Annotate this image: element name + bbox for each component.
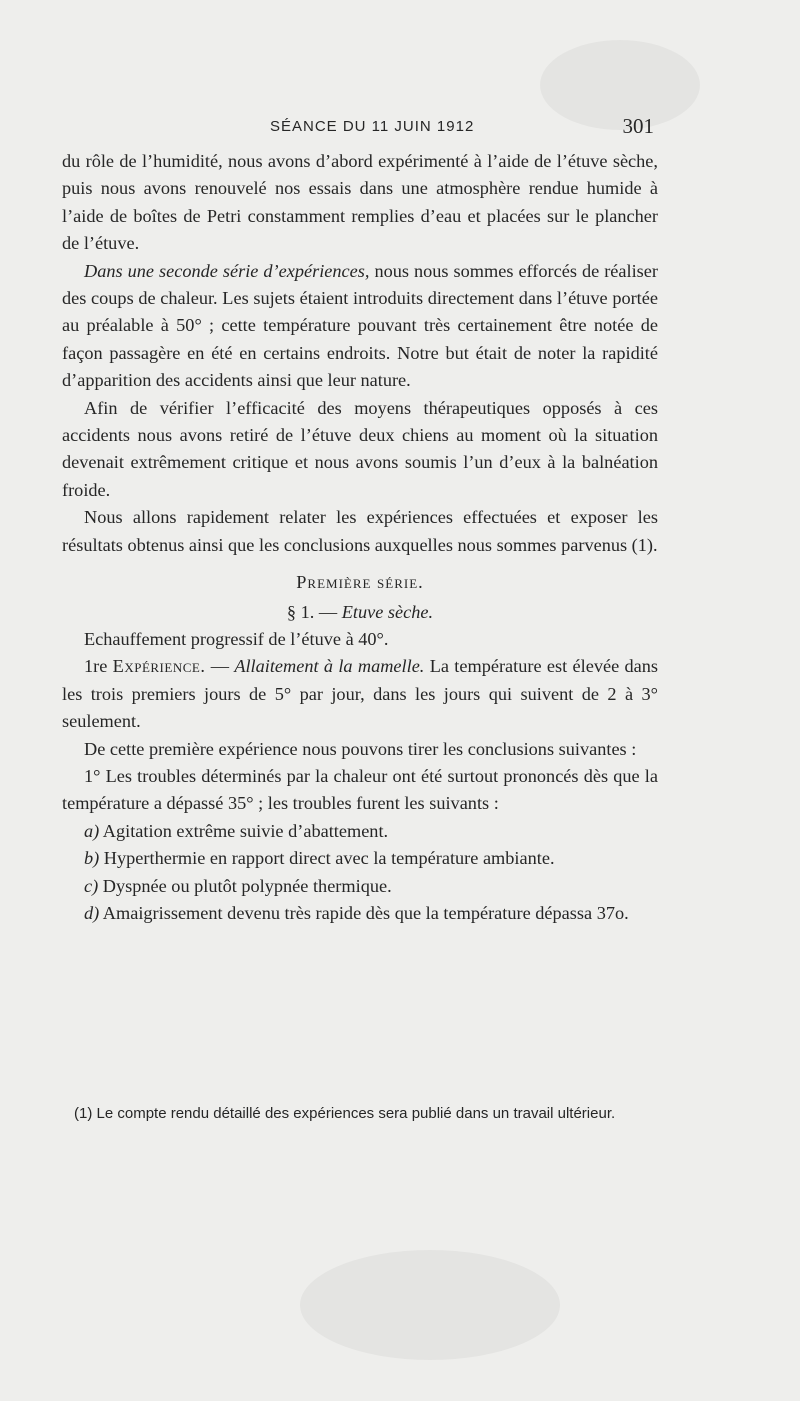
list-marker: a) bbox=[84, 820, 100, 841]
paper-stain bbox=[300, 1250, 560, 1360]
list-marker: c) bbox=[84, 875, 99, 896]
experiment-title: Allaitement à la mamelle. bbox=[234, 656, 425, 677]
paragraph-2-text: nous nous sommes efforcés de réaliser des coups de chaleur. Les sujets étaient introduits directement dans l’étuve portée au préalable à 50° ; cette température pouvant très certainement être notée de façon passagère en été en certains endroits. Notre but était de noter la rapidité d’apparition des accidents ainsi que leur nature. bbox=[62, 260, 659, 391]
section-title: Première série. bbox=[296, 572, 424, 593]
list-text: Hyperthermie en rapport direct avec la température ambiante. bbox=[99, 848, 555, 869]
experiment-label: Expérience. bbox=[112, 656, 206, 677]
list-text: Dyspnée ou plutôt polypnée thermique. bbox=[98, 875, 392, 896]
paragraph-3: Afin de vérifier l’efficacité des moyens thérapeutiques opposés à ces accidents nous avons retiré de l’étuve deux chiens au moment où la situation devenait extrêmement critique et nous avons soumis l’un d’eux à la balnéation froide. bbox=[62, 397, 658, 500]
footnote bbox=[62, 1103, 658, 1125]
section-subtitle-prefix: § 1. — bbox=[286, 601, 342, 622]
list-item bbox=[62, 845, 658, 872]
list-item bbox=[62, 818, 658, 845]
heating-line: Echauffement progressif de l’étuve à 40°. bbox=[84, 628, 389, 649]
list-text: Amaigrissement devenu très rapide dès que la température dépassa 37o. bbox=[99, 902, 629, 923]
body-text bbox=[62, 148, 658, 927]
section-subtitle bbox=[62, 599, 658, 626]
running-head: SÉANCE DU 11 JUIN 1912 bbox=[270, 118, 475, 135]
list-text: Agitation extrême suivie d’abattement. bbox=[99, 820, 389, 841]
list-item bbox=[62, 900, 658, 927]
page-number: 301 bbox=[622, 114, 654, 138]
experiment-text: La température est élevée dans les trois premiers jours de 5° par jour, dans les jours qui suivent de 2 à 3° seulement. bbox=[62, 656, 659, 732]
experiment-paragraph bbox=[62, 653, 658, 735]
list-marker: d) bbox=[84, 902, 100, 923]
section-subtitle-italic: Etuve sèche. bbox=[341, 601, 434, 622]
paragraph-2-italic: Dans une seconde série d’expériences, bbox=[84, 260, 370, 281]
conclusion-intro: De cette première expérience nous pouvons tirer les conclusions suivantes : bbox=[84, 738, 637, 759]
point-1: 1° Les troubles déterminés par la chaleur ont été surtout prononcés dès que la température a dépassé 35° ; les troubles furent les suivants : bbox=[62, 765, 658, 814]
footnote-text: (1) Le compte rendu détaillé des expériences sera publié dans un travail ultérieur. bbox=[74, 1105, 616, 1122]
experiment-number: 1re bbox=[84, 656, 108, 677]
list-item bbox=[62, 873, 658, 900]
paragraph-1: du rôle de l’humidité, nous avons d’abord expérimenté à l’aide de l’étuve sèche, puis nous avons renouvelé nos essais dans une atmosphère rendue humide à l’aide de boîtes de Petri constamment remplies d’eau et placées sur le plancher de l’étuve. bbox=[62, 151, 658, 254]
page-header bbox=[62, 114, 658, 144]
experiment-dash: — bbox=[205, 656, 235, 677]
list-marker: b) bbox=[84, 848, 100, 869]
paragraph-2 bbox=[62, 258, 658, 395]
paragraph-4: Nous allons rapidement relater les expériences effectuées et exposer les résultats obtenus ainsi que les conclusions auxquelles nous sommes parvenus (1). bbox=[62, 507, 658, 555]
